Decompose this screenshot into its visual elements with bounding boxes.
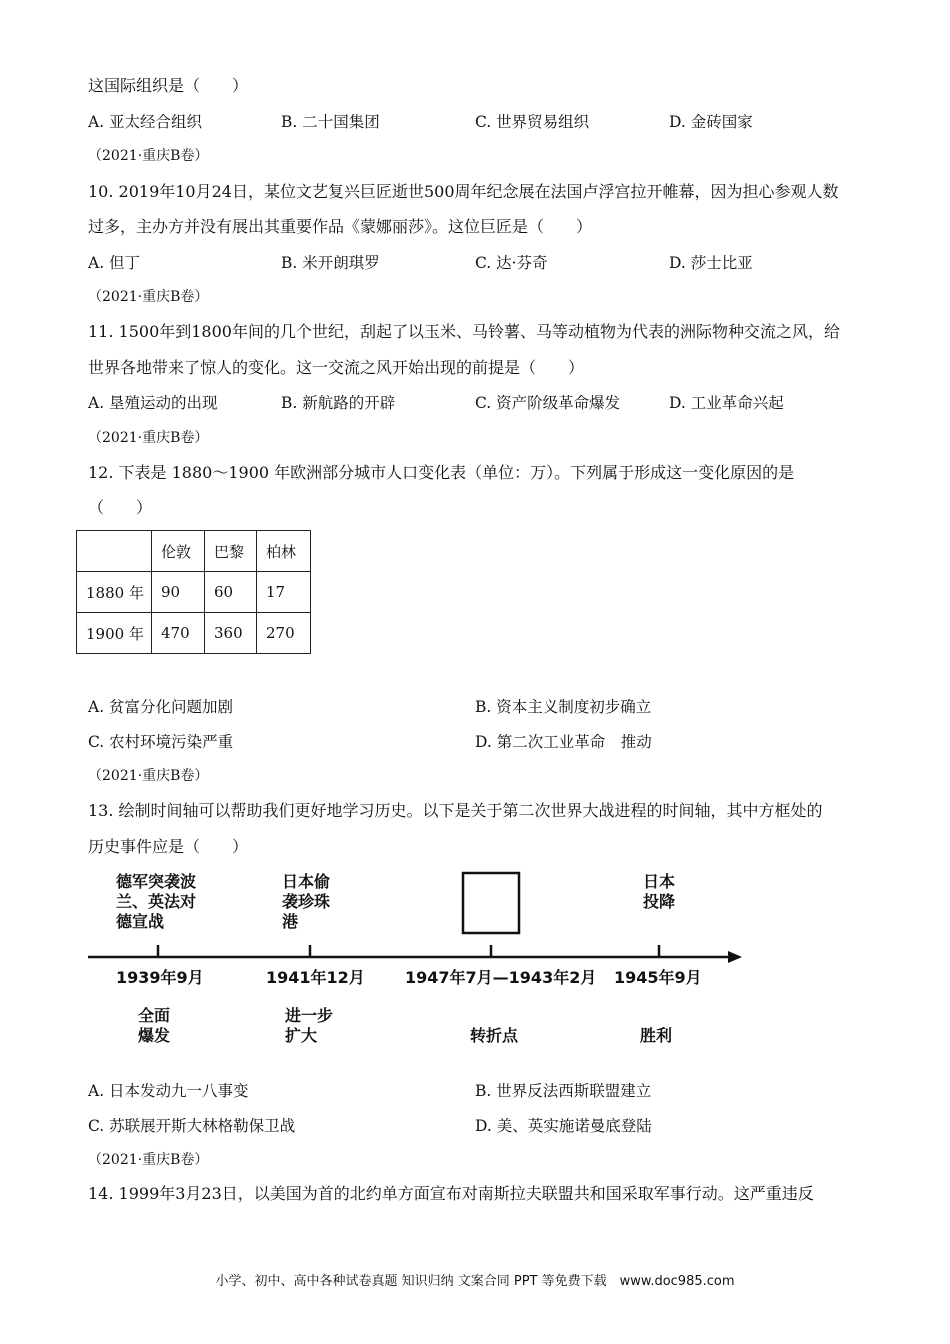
q10-source: （2021·重庆B卷）	[88, 289, 209, 305]
timeline-stage-victory: 胜利	[640, 1026, 673, 1045]
table-cell: 1900 年	[77, 613, 152, 654]
table-header-cell: 伦敦	[152, 531, 205, 572]
q9-stem-tail: 这国际组织是（ ）	[88, 76, 249, 95]
timeline-event-1941: 日本偷 袭珍珠 港	[282, 872, 331, 931]
q13-option-d[interactable]: D. 美、英实施诺曼底登陆	[475, 1117, 652, 1135]
q12-source: （2021·重庆B卷）	[88, 768, 209, 784]
table-header-cell	[77, 531, 152, 572]
q13-source: （2021·重庆B卷）	[88, 1152, 209, 1168]
population-table	[76, 530, 311, 654]
q13-stem-line2: 历史事件应是（ ）	[88, 837, 249, 856]
q9-option-d[interactable]: D. 金砖国家	[669, 113, 753, 131]
q13-option-a[interactable]: A. 日本发动九一八事变	[88, 1082, 249, 1100]
timeline-stage-expansion: 进一步 扩大	[285, 1006, 334, 1045]
table-row	[77, 572, 311, 613]
timeline-stage-outbreak: 全面 爆发	[138, 1006, 171, 1045]
q9-option-b[interactable]: B. 二十国集团	[281, 113, 380, 131]
table-cell: 1880 年	[77, 572, 152, 613]
q12-stem-line2: （ ）	[88, 498, 153, 517]
timeline-event-1939: 德军突袭波 兰、英法对 德宣战	[116, 872, 197, 931]
timeline-event-1945: 日本 投降	[643, 872, 676, 911]
timeline-arrow-head	[728, 951, 742, 963]
timeline-date-1941: 1941年12月	[266, 968, 365, 987]
q11-stem-line2: 世界各地带来了惊人的变化。这一交流之风开始出现的前提是（ ）	[88, 358, 585, 377]
table-cell: 360	[205, 613, 257, 654]
q10-stem-line2: 过多，主办方并没有展出其重要作品《蒙娜丽莎》。这位巨匠是（ ）	[88, 217, 593, 236]
table-cell: 90	[152, 572, 205, 613]
table-header-row	[77, 531, 311, 572]
q9-option-a[interactable]: A. 亚太经合组织	[88, 113, 203, 131]
table-cell: 17	[257, 572, 311, 613]
table-row	[77, 613, 311, 654]
timeline-date-turning: 1947年7月—1943年2月	[405, 968, 597, 987]
q10-option-a[interactable]: A. 但丁	[88, 254, 141, 272]
q13-option-c[interactable]: C. 苏联展开斯大林格勒保卫战	[88, 1117, 296, 1135]
q12-option-d[interactable]: D. 第二次工业革命 推动	[475, 733, 652, 751]
q10-option-d[interactable]: D. 莎士比亚	[669, 254, 753, 272]
table-header-cell: 柏林	[257, 531, 311, 572]
q11-stem-line1: 11. 1500年到1800年间的几个世纪，刮起了以玉米、马铃薯、马等动植物为代表的洲际物种交流之风，给	[88, 322, 840, 341]
q9-source: （2021·重庆B卷）	[88, 148, 209, 164]
q11-source: （2021·重庆B卷）	[88, 430, 209, 446]
q11-option-a[interactable]: A. 垦殖运动的出现	[88, 394, 218, 412]
timeline-date-1945: 1945年9月	[614, 968, 702, 987]
timeline-date-1939: 1939年9月	[116, 968, 204, 987]
q12-option-a[interactable]: A. 贫富分化问题加剧	[88, 698, 234, 716]
q14-stem-line1: 14. 1999年3月23日，以美国为首的北约单方面宣布对南斯拉夫联盟共和国采取军事行动。这严重违反	[88, 1184, 814, 1203]
table-cell: 470	[152, 613, 205, 654]
table-header-cell: 巴黎	[205, 531, 257, 572]
q12-option-c[interactable]: C. 农村环境污染严重	[88, 733, 234, 751]
q9-option-c[interactable]: C. 世界贸易组织	[475, 113, 590, 131]
page-footer: 小学、初中、高中各种试卷真题 知识归纳 文案合同 PPT 等免费下载 www.doc985.com	[215, 1274, 735, 1289]
blank-answer-box	[463, 873, 519, 933]
q13-stem-line1: 13. 绘制时间轴可以帮助我们更好地学习历史。以下是关于第二次世界大战进程的时间轴，其中方框处的	[88, 801, 823, 820]
table-cell: 60	[205, 572, 257, 613]
q12-option-b[interactable]: B. 资本主义制度初步确立	[475, 698, 652, 716]
q12-stem-line1: 12. 下表是 1880～1900 年欧洲部分城市人口变化表（单位：万）。下列属于形成这一变化原因的是	[88, 463, 795, 482]
q13-option-b[interactable]: B. 世界反法西斯联盟建立	[475, 1082, 652, 1100]
q11-option-b[interactable]: B. 新航路的开辟	[281, 394, 396, 412]
q10-stem-line1: 10. 2019年10月24日，某位文艺复兴巨匠逝世500周年纪念展在法国卢浮宫拉开帷幕，因为担心参观人数	[88, 182, 839, 201]
table-cell: 270	[257, 613, 311, 654]
timeline-stage-turning-point: 转折点	[470, 1026, 519, 1045]
q10-option-c[interactable]: C. 达·芬奇	[475, 254, 548, 272]
q11-option-d[interactable]: D. 工业革命兴起	[669, 394, 784, 412]
q10-option-b[interactable]: B. 米开朗琪罗	[281, 254, 380, 272]
q11-option-c[interactable]: C. 资产阶级革命爆发	[475, 394, 621, 412]
